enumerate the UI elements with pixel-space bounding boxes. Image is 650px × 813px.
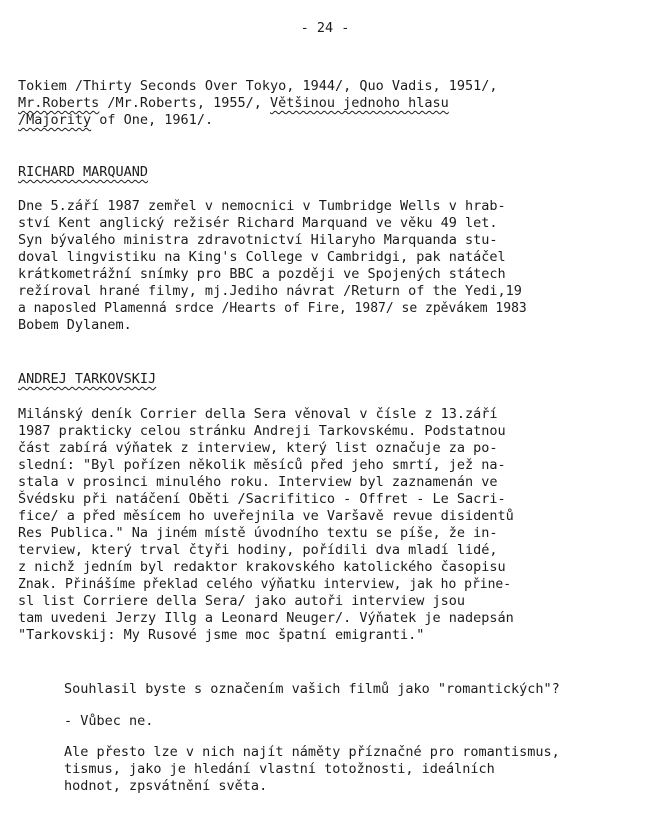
text-line: sl list Corriere della Sera/ jako autoři interview jsou <box>18 593 466 609</box>
text-line: slední: "Byl pořízen několik měsíců před jeho smrtí, jež na- <box>18 457 506 473</box>
text-line: Res Publica." Na jiném místě úvodního textu se píše, že in- <box>18 525 498 541</box>
intro-line-3-text: of One, 1961/. <box>91 112 214 128</box>
text-line: tam uvedeni Jerzy Illg a Leonard Neuger/. Výňatek je nadepsán <box>18 610 514 626</box>
film-title-vetsinou: Většinou jednoho hlasu <box>269 95 449 111</box>
interview-question: Souhlasil byste s označením vašich filmů jako "romantických"? <box>64 681 560 697</box>
interview-paragraph-line: Ale přesto lze v nich najít náměty příznačné pro romantismus, <box>64 744 560 760</box>
film-title-mr-roberts: Mr.Roberts <box>18 95 100 111</box>
interview-answer: - Vůbec ne. <box>64 713 154 729</box>
text-line: Dne 5.září 1987 zemřel v nemocnici v Tumbridge Wells v hrab- <box>18 198 506 214</box>
text-line: Milánský deník Corrier della Sera věnoval v čísle z 13.září <box>18 406 498 422</box>
intro-line-2 <box>18 95 449 112</box>
text-line: "Tarkovskij: My Rusové jsme moc špatní emigranti." <box>18 627 425 643</box>
text-line: Syn bývalého ministra zdravotnictví Hilaryho Marquanda stu- <box>18 232 498 248</box>
intro-line-2-text: /Mr.Roberts, 1955/, <box>99 95 270 111</box>
text-line: terview, který trval čtyři hodiny, pořídili dva mladí lidé, <box>18 542 498 558</box>
text-line: stala v prosinci minulého roku. Interview byl zaznamenán ve <box>18 474 498 490</box>
text-line: část zabírá výňatek z interview, který list označuje za po- <box>18 440 498 456</box>
text-line: z nichž jedním byl redaktor krakovského katolického časopisu <box>18 559 506 575</box>
text-line: 1987 prakticky celou stránku Andreji Tarkovskému. Podstatnou <box>18 423 506 439</box>
text-line: fice/ a před měsícem ho uveřejnila ve Varšavě revue disidentů <box>18 508 514 524</box>
text-line: krátkometrážní snímky pro BBC a později ve Spojených státech <box>18 266 506 282</box>
section-heading-tarkovskij: ANDREJ TARKOVSKIJ <box>18 371 157 387</box>
interview-paragraph-line: tismus, jako je hledání vlastní totožnosti, ideálních <box>64 761 495 777</box>
text-line: Bobem Dylanem. <box>18 317 132 333</box>
text-line: Znak. Přinášíme překlad celého výňatku interview, jak ho přine- <box>18 577 512 592</box>
text-line: Švédsku při natáčení Oběti /Sacrifitico - Offret - Le Sacri- <box>18 491 506 507</box>
text-line: doval lingvistiku na King's College v Cambridgi, pak natáčel <box>18 249 506 265</box>
text-line: režíroval hrané filmy, mj.Jediho návrat /Return of the Yedi,19 <box>18 283 522 299</box>
section-heading-marquand: RICHARD MARQUAND <box>18 164 149 180</box>
interview-paragraph-line: hodnot, zpsvátnění světa. <box>64 778 268 794</box>
page-number: - 24 - <box>300 20 350 36</box>
intro-line-3 <box>18 112 213 129</box>
text-line: ství Kent anglický režisér Richard Marquand ve věku 49 let. <box>18 215 498 231</box>
film-title-majority: /Majority <box>18 112 92 128</box>
intro-line-1: Tokiem /Thirty Seconds Over Tokyo, 1944/, Quo Vadis, 1951/, <box>18 78 498 94</box>
text-line: a naposled Plamenná srdce /Hearts of Fire, 1987/ se zpěvákem 1983 <box>18 301 527 316</box>
